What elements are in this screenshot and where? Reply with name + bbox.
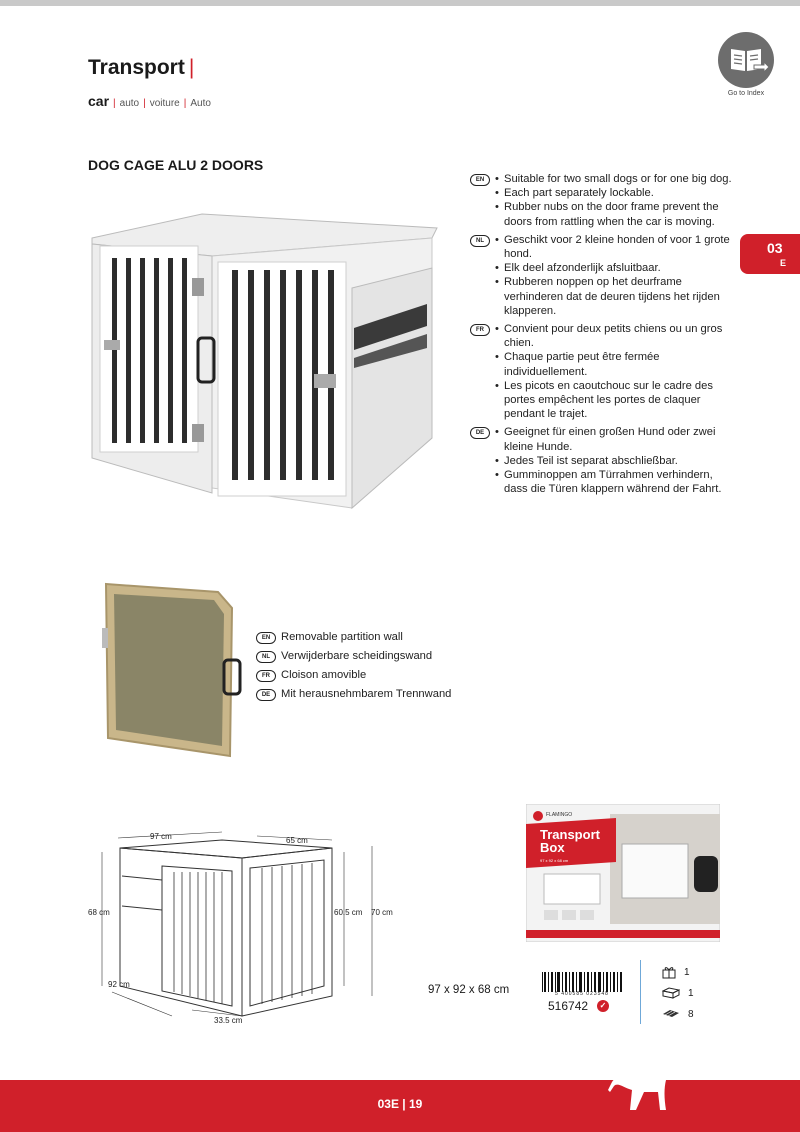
package-brand: FLAMINGO — [546, 812, 573, 818]
qty-pallet: 8 — [662, 1008, 694, 1020]
description-item: • Rubber nubs on the door frame prevent the doors from rattling when the car is moving. — [495, 200, 732, 228]
description-fr — [470, 322, 732, 421]
dim-width: 97 cm — [150, 832, 172, 841]
package-title: Transport Box — [540, 827, 600, 855]
chapter-number: 03 — [767, 240, 783, 256]
description-item: • Geeignet für einen großen Hund oder zwei kleine Hunde. — [495, 425, 732, 453]
description-item: • Each part separately lockable. — [495, 186, 732, 200]
top-border — [0, 0, 800, 6]
dim-door-width: 33.5 cm — [214, 1016, 243, 1025]
dim-height-inner: 60.5 cm — [334, 908, 363, 917]
product-title: DOG CAGE ALU 2 DOORS — [88, 157, 264, 173]
partition-nl: NL Verwijderbare scheidingswand — [256, 647, 451, 666]
lang-badge: EN — [470, 174, 490, 186]
lang-badge: FR — [470, 324, 490, 336]
page-title: Transport | — [88, 56, 195, 79]
pallet-icon — [662, 1008, 680, 1020]
dim-depth-top: 65 cm — [286, 836, 308, 845]
description-nl — [470, 233, 732, 318]
description-en — [470, 172, 732, 229]
description-item: • Chaque partie peut être fermée individuellement. — [495, 350, 732, 378]
description-item: • Rubberen noppen op het deurframe verhinderen dat de deuren tijdens het rijden klapperen. — [495, 275, 732, 318]
chapter-letter: E — [780, 258, 787, 268]
description-item: • Elk deel afzonderlijk afsluitbaar. — [495, 261, 732, 275]
description-item: • Convient pour deux petits chiens ou un gros chien. — [495, 322, 732, 350]
partition-wall-photo — [100, 578, 244, 758]
product-description — [470, 172, 732, 500]
flamingo-logo-icon: ✓ — [597, 1000, 609, 1012]
dim-height-left: 68 cm — [88, 908, 110, 917]
partition-text — [256, 628, 451, 704]
partition-fr: FR Cloison amovible — [256, 666, 451, 685]
divider-line — [640, 960, 641, 1024]
gift-box-icon — [662, 965, 676, 979]
subtitle-main: car — [88, 93, 110, 109]
page-number: 03E | 19 — [377, 1097, 423, 1111]
qty-carton: 1 — [662, 987, 694, 999]
go-to-index-label[interactable]: Go to Index — [727, 90, 765, 97]
go-to-index-button[interactable] — [718, 32, 774, 88]
dim-depth-bottom: 92 cm — [108, 980, 130, 989]
description-item: • Jedes Teil ist separat abschließbar. — [495, 454, 732, 468]
partition-en: EN Removable partition wall — [256, 628, 451, 647]
carton-icon — [662, 987, 680, 999]
description-item: • Suitable for two small dogs or for one big dog. — [495, 172, 732, 186]
cage-photo — [82, 208, 444, 520]
chapter-tab[interactable] — [740, 234, 800, 274]
dim-height-outer: 70 cm — [371, 908, 393, 917]
description-item: • Gumminoppen am Türrahmen verhindern, dass die Türen klappern während der Fahrt. — [495, 468, 732, 496]
package-size: 97 x 92 x 68 cm — [540, 858, 569, 863]
description-item: • Les picots en caoutchouc sur le cadre des portes empêchent les portes de claquer pendant le trajet. — [495, 379, 732, 422]
partition-de: DE Mit herausnehmbarem Trennwand — [256, 685, 451, 704]
qty-gift-box: 1 — [662, 965, 690, 979]
description-item: • Geschikt voor 2 kleine honden of voor 1 grote hond. — [495, 233, 732, 261]
package-image — [526, 804, 720, 942]
product-size: 97 x 92 x 68 cm — [428, 984, 510, 996]
barcode-digits: 5 400585 023548 — [555, 991, 609, 997]
dimension-drawing — [82, 826, 412, 1026]
book-arrow-icon — [718, 32, 774, 88]
lang-badge: NL — [470, 235, 490, 247]
description-de — [470, 425, 732, 496]
article-number: 516742 — [548, 999, 589, 1013]
page-subtitle: car | auto | voiture | Auto — [88, 93, 211, 109]
lang-badge: DE — [470, 427, 490, 439]
